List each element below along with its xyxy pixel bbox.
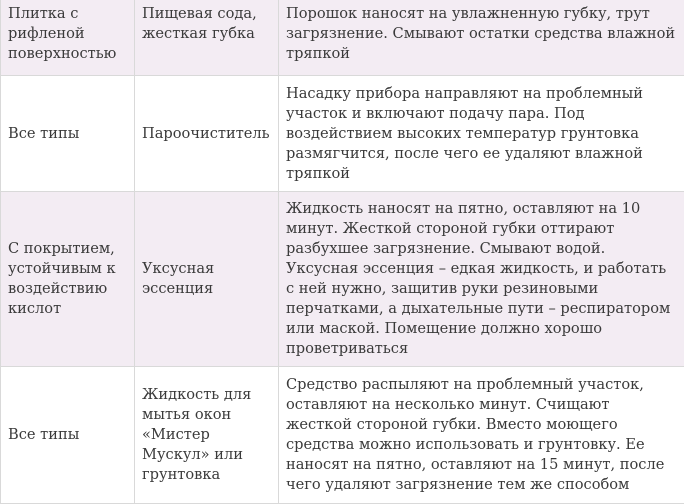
- table-row: [1, 0, 684, 76]
- agent-cell: Пищевая сода, жесткая губка: [135, 0, 279, 76]
- method-cell: Жидкость наносят на пятно, оставляют на 10 минут. Жесткой стороной губки оттирают разбухшее загрязнение. Смывают водой. Уксусная эссенция – едкая жидкость, и работать с ней нужно, защитив руки резиновыми перчатками, а дыхательные пути – респиратором или маской. Помещение должно хорошо проветриваться: [279, 192, 684, 367]
- table-row: [1, 76, 684, 192]
- surface-cell: С покрытием, устойчивым к воздействию кислот: [1, 192, 135, 367]
- method-cell: Порошок наносят на увлажненную губку, трут загрязнение. Смывают остатки средства влажной тряпкой: [279, 0, 684, 76]
- surface-cell: Плитка с рифленой поверхностью: [1, 0, 135, 76]
- agent-cell: Пароочиститель: [135, 76, 279, 192]
- method-cell: Насадку прибора направляют на проблемный участок и включают подачу пара. Под воздействием высоких температур грунтовка размягчится, после чего ее удаляют влажной тряпкой: [279, 76, 684, 192]
- table-row: [1, 367, 684, 504]
- method-cell: Средство распыляют на проблемный участок, оставляют на несколько минут. Счищают жесткой стороной губки. Вместо моющего средства можно использовать и грунтовку. Ее наносят на пятно, оставляют на 15 минут, после чего удаляют загрязнение тем же способом: [279, 367, 684, 504]
- table-row: [1, 192, 684, 367]
- surface-cell: Все типы: [1, 76, 135, 192]
- surface-cell: Все типы: [1, 367, 135, 504]
- agent-cell: Жидкость для мытья окон «Мистер Мускул» или грунтовка: [135, 367, 279, 504]
- agent-cell: Уксусная эссенция: [135, 192, 279, 367]
